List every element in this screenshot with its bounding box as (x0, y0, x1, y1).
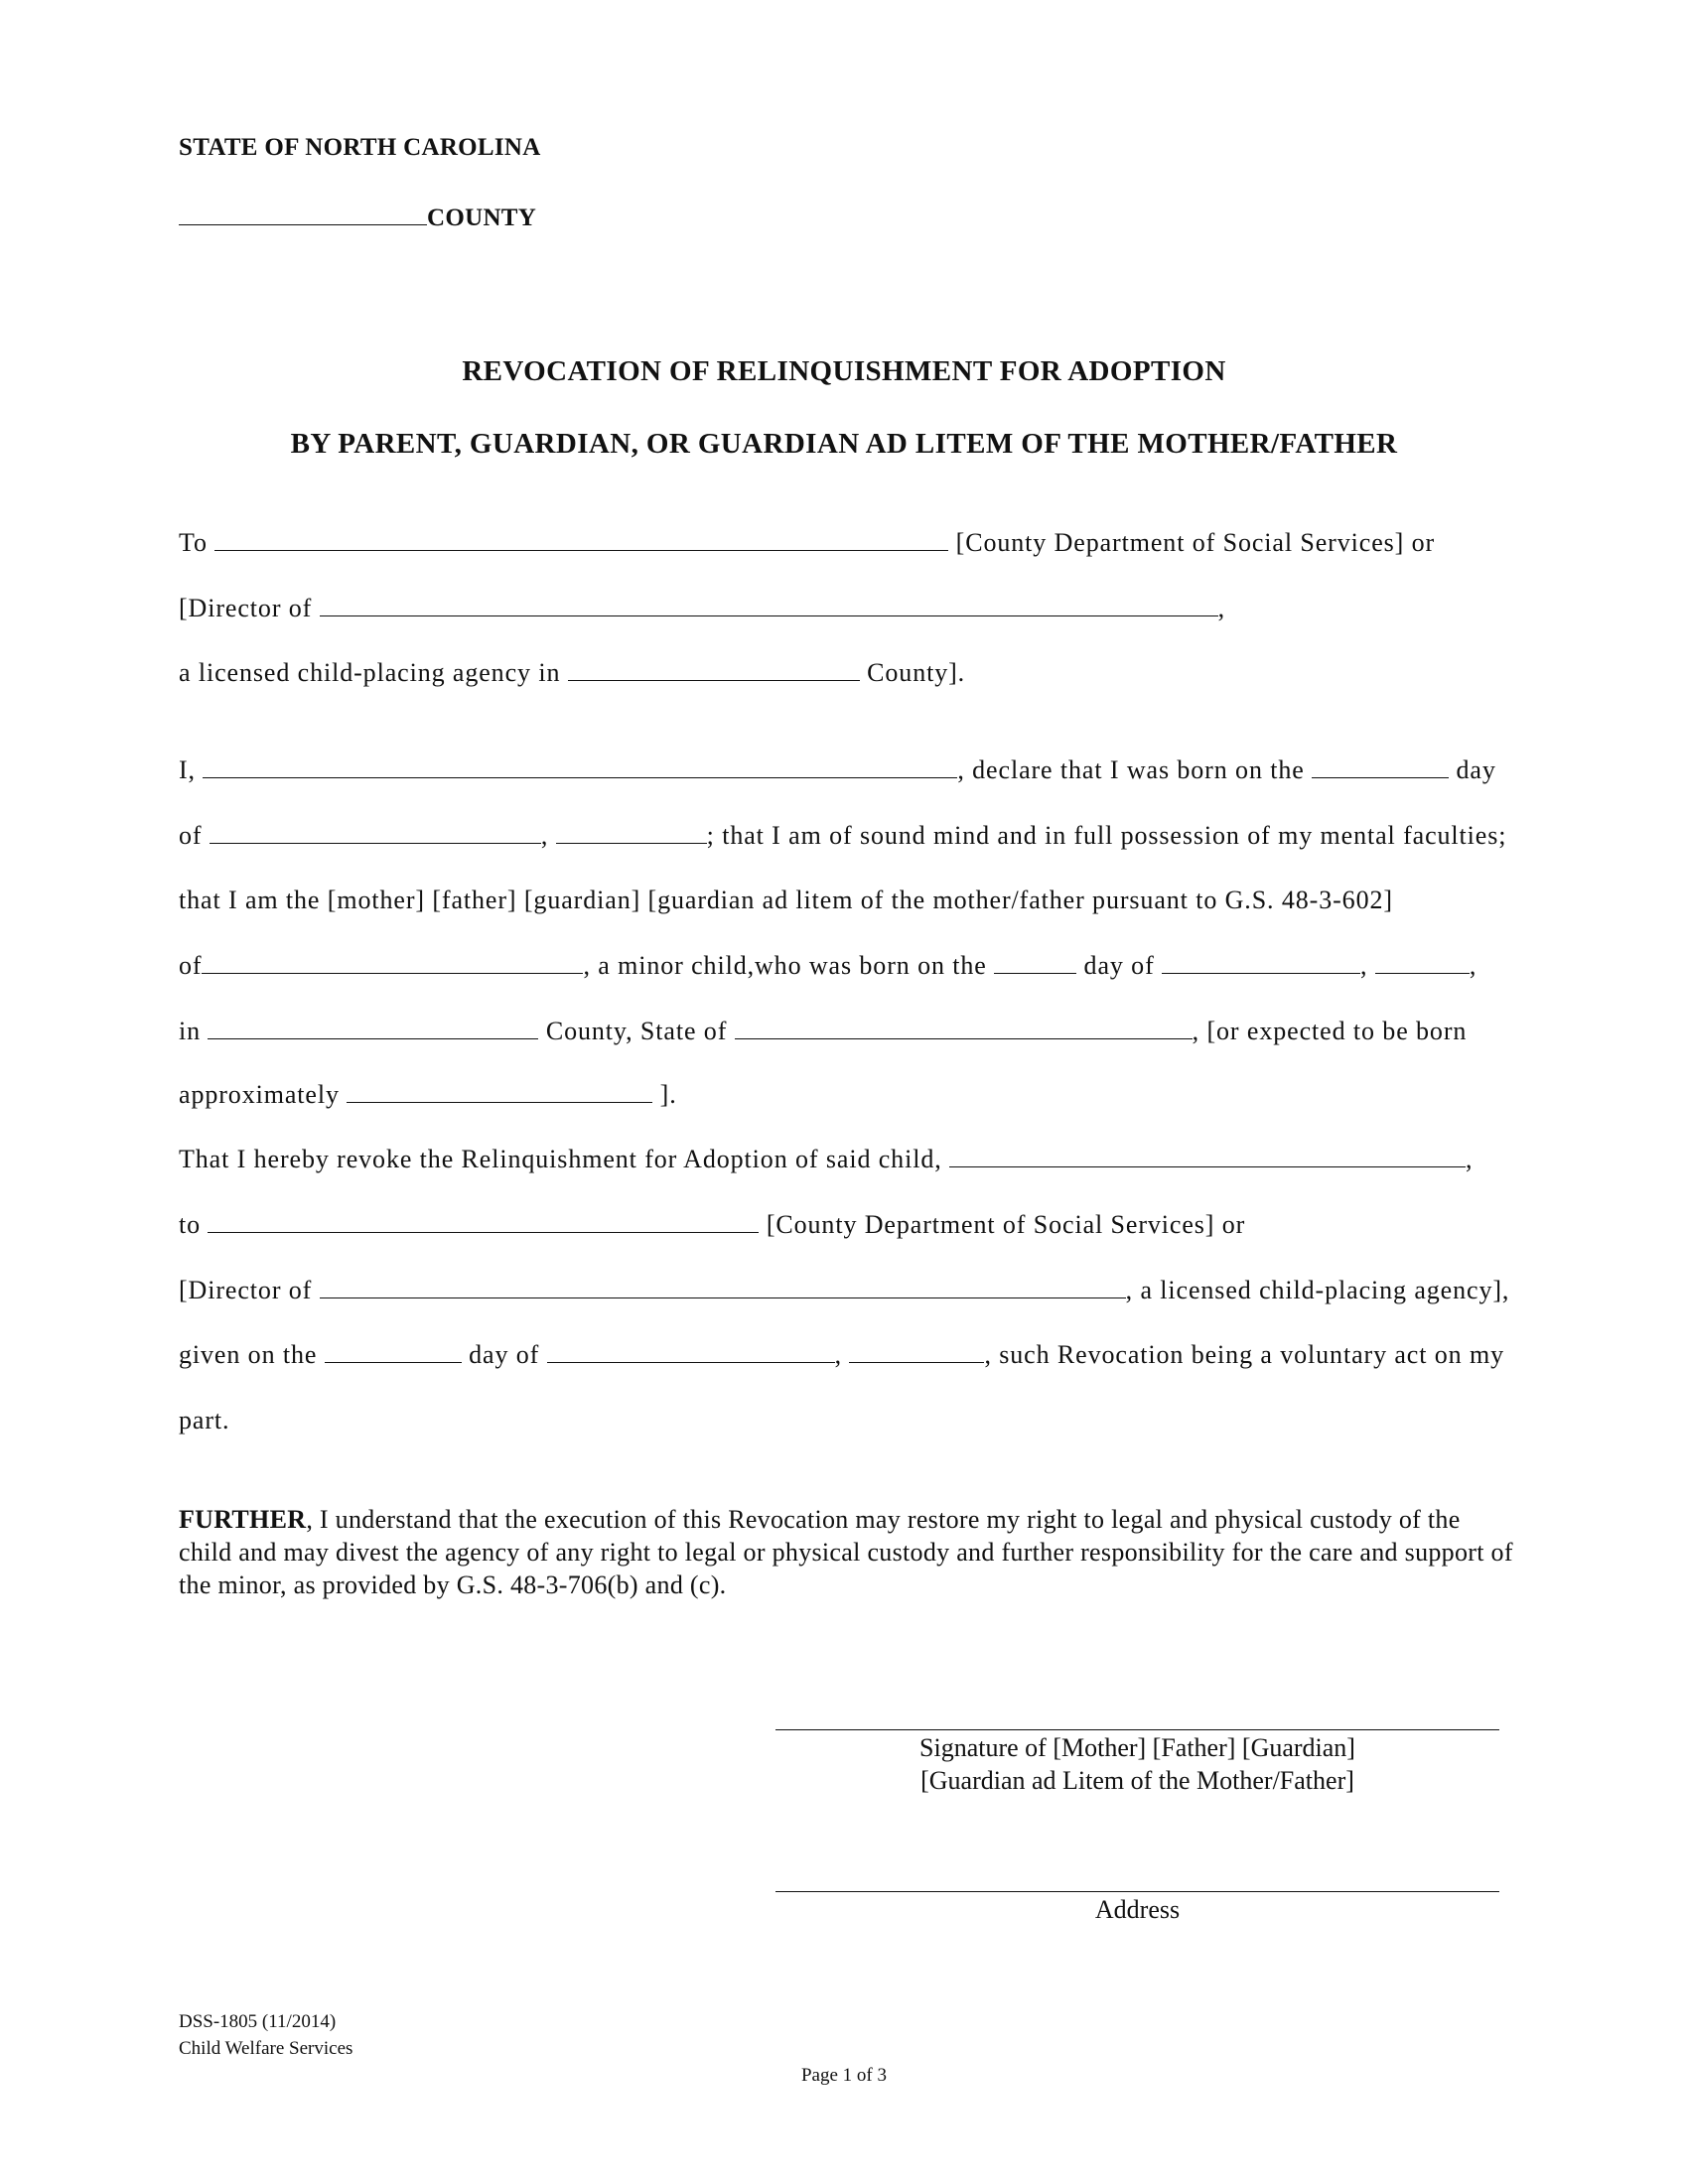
form-line-child-county (179, 1017, 1467, 1046)
text: , a licensed child-placing agency], (1125, 1276, 1510, 1304)
agency-name-field[interactable] (320, 594, 1218, 616)
birth-year-field[interactable] (556, 821, 707, 844)
text: [County Department of Social Services] or (759, 1210, 1246, 1239)
text: , [or expected to be born (1192, 1017, 1468, 1045)
text: County]. (859, 658, 966, 687)
county-label: COUNTY (427, 205, 537, 231)
form-line-relationship: that I am the [mother] [father] [guardian] [guardian ad litem of the mother/father pursuant to G.S. 48-3-602] (179, 886, 1393, 914)
child-birth-year-field[interactable] (1375, 951, 1470, 974)
declarant-name-field[interactable] (203, 755, 957, 778)
text: to (179, 1210, 209, 1239)
signature-caption-1: Signature of [Mother] [Father] [Guardian] (919, 1733, 1355, 1762)
text: in (179, 1017, 209, 1045)
form-number: DSS-1805 (11/2014) (179, 2011, 337, 2032)
child-birth-day-field[interactable] (994, 951, 1076, 974)
child-birth-month-field[interactable] (1162, 951, 1360, 974)
text: ]. (652, 1080, 677, 1109)
birth-day-field[interactable] (1312, 755, 1449, 778)
further-paragraph (179, 1503, 1514, 1601)
dss-name-field[interactable] (214, 528, 948, 551)
text: day of (461, 1340, 547, 1369)
state-heading: STATE OF NORTH CAROLINA (179, 134, 541, 161)
text: a licensed child-placing agency in (179, 658, 568, 687)
further-text: , I understand that the execution of this Revocation may restore my right to legal and physical custody of the child and may divest the agency of any right to legal or physical custody and further responsibility for the care and support of the minor, as provided by G.S. 48-3-706(b) and (c). (179, 1505, 1513, 1599)
text: That I hereby revoke the Relinquishment for Adoption of said child, (179, 1145, 950, 1173)
expected-date-field[interactable] (347, 1080, 652, 1103)
text: To (179, 528, 215, 557)
text: , such Revocation being a voluntary act on my (984, 1340, 1504, 1369)
text: ; that I am of sound mind and in full possession of my mental faculties; (706, 821, 1507, 850)
text: given on the (179, 1340, 325, 1369)
form-line-to-2 (179, 1210, 1245, 1240)
page-number: Page 1 of 3 (800, 2065, 887, 2086)
text: , (1217, 594, 1226, 622)
text: , declare that I was born on the (957, 755, 1313, 784)
title-line-1: REVOCATION OF RELINQUISHMENT FOR ADOPTION (462, 355, 1226, 387)
text: [Director of (179, 1276, 320, 1304)
text: day of (1076, 951, 1163, 980)
form-line-director (179, 594, 1225, 623)
signature-line[interactable] (775, 1729, 1499, 1730)
text: , (1466, 1145, 1474, 1173)
text: , (540, 821, 556, 850)
birth-month-field[interactable] (210, 821, 541, 844)
county-name-field[interactable] (179, 203, 427, 225)
address-caption: Address (1094, 1895, 1181, 1924)
text: , (834, 1340, 850, 1369)
text: I, (179, 755, 204, 784)
text: County, State of (538, 1017, 735, 1045)
division-name: Child Welfare Services (179, 2038, 353, 2059)
form-line-part: part. (179, 1406, 230, 1434)
text: , (1469, 951, 1477, 980)
form-line-declarant (179, 755, 1496, 785)
text: of (179, 951, 203, 980)
agency-county-field[interactable] (568, 658, 860, 681)
given-day-field[interactable] (325, 1340, 462, 1363)
text: day (1449, 755, 1496, 784)
county-heading (179, 203, 536, 233)
child-name-2-field[interactable] (949, 1145, 1466, 1167)
child-county-field[interactable] (208, 1017, 538, 1039)
title-line-2: BY PARENT, GUARDIAN, OR GUARDIAN AD LITEM OF THE MOTHER/FATHER (290, 428, 1398, 460)
form-line-given (179, 1340, 1504, 1370)
form-line-agency-county (179, 658, 965, 688)
form-line-revoke (179, 1145, 1473, 1174)
child-state-field[interactable] (735, 1017, 1193, 1039)
dss-name-2-field[interactable] (208, 1210, 759, 1233)
address-line[interactable] (775, 1891, 1499, 1892)
text: approximately (179, 1080, 348, 1109)
child-name-field[interactable] (202, 951, 583, 974)
form-line-approx (179, 1080, 677, 1110)
further-lead: FURTHER (179, 1505, 307, 1534)
given-month-field[interactable] (547, 1340, 835, 1363)
agency-name-2-field[interactable] (320, 1276, 1126, 1298)
text: , a minor child,who was born on the (583, 951, 995, 980)
text: [Director of (179, 594, 320, 622)
given-year-field[interactable] (849, 1340, 984, 1363)
text: [County Department of Social Services] or (948, 528, 1436, 557)
form-line-to (179, 528, 1435, 558)
form-line-child (179, 951, 1477, 981)
text: of (179, 821, 210, 850)
text: , (1360, 951, 1375, 980)
signature-caption-2: [Guardian ad Litem of the Mother/Father] (920, 1766, 1354, 1795)
form-line-birth-month (179, 821, 1506, 851)
form-line-director-2 (179, 1276, 1509, 1305)
